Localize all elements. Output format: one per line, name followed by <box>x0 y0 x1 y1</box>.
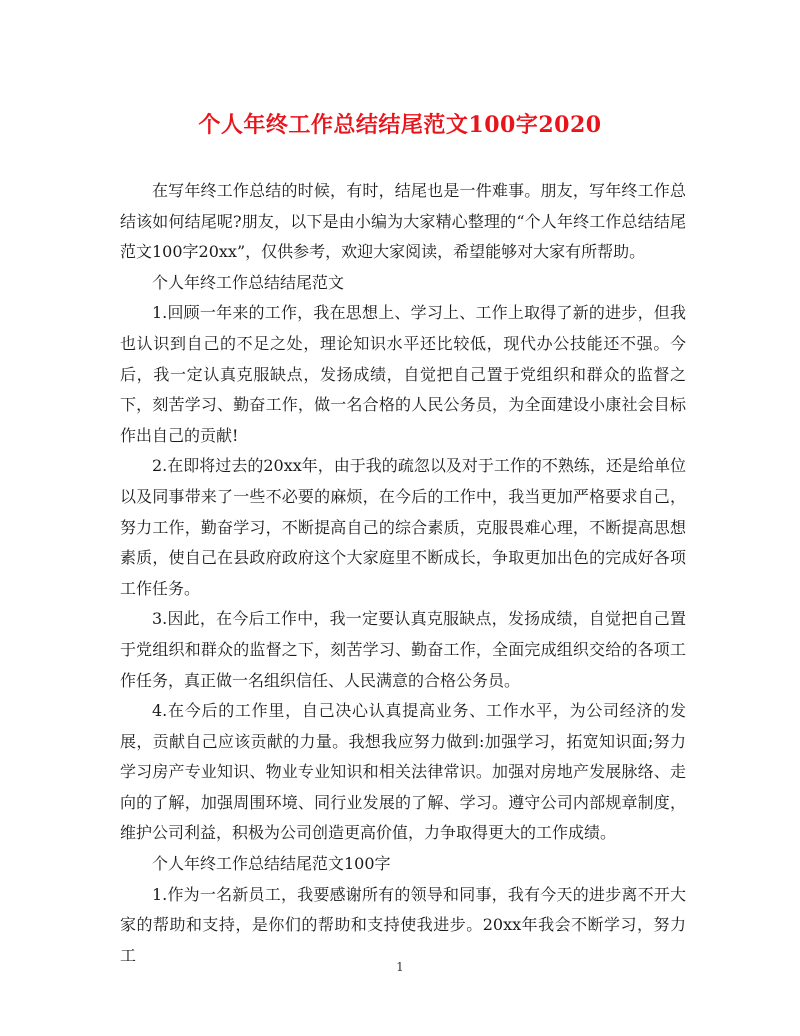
intro-paragraph: 在写年终工作总结的时候，有时，结尾也是一件难事。朋友，写年终工作总结该如何结尾呢?朋友，以下是由小编为大家精心整理的“个人年终工作总结结尾范文100字20xx”，仅供参考，欢迎大家阅读，希望能够对大家有所帮助。 <box>120 181 686 262</box>
document-body <box>120 176 686 971</box>
body-paragraph: 1.回顾一年来的工作，我在思想上、学习上、工作上取得了新的进步，但我也认识到自己的不足之处，理论知识水平还比较低，现代办公技能还不强。今后，我一定认真克服缺点，发扬成绩，自觉把自己置于党组织和群众的监督之下，刻苦学习、勤奋工作，做一名合格的人民公务员，为全面建设小康社会目标作出自己的贡献! <box>120 303 686 445</box>
document-title: 个人年终工作总结结尾范文100字2020 <box>198 112 602 138</box>
body-paragraph: 3.因此，在今后工作中，我一定要认真克服缺点，发扬成绩，自觉把自己置于党组织和群众的监督之下，刻苦学习、勤奋工作，全面完成组织交给的各项工作任务，真正做一名组织信任、人民满意的合格公务员。 <box>120 609 686 690</box>
section-heading: 个人年终工作总结结尾范文100字 <box>152 854 391 874</box>
body-paragraph: 1.作为一名新员工，我要感谢所有的领导和同事，我有今天的进步离不开大家的帮助和支持，是你们的帮助和支持使我进步。20xx年我会不断学习，努力工 <box>120 884 686 965</box>
page-number: 1 <box>396 960 404 974</box>
body-paragraph: 2.在即将过去的20xx年，由于我的疏忽以及对于工作的不熟练，还是给单位以及同事带来了一些不必要的麻烦，在今后的工作中，我当更加严格要求自己，努力工作，勤奋学习，不断提高自己的综合素质，克服畏难心理，不断提高思想素质，使自己在县政府政府这个大家庭里不断成长，争取更加出色的完成好各项工作任务。 <box>120 456 686 598</box>
section-heading: 个人年终工作总结结尾范文 <box>152 272 345 292</box>
body-paragraph: 4.在今后的工作里，自己决心认真提高业务、工作水平，为公司经济的发展，贡献自己应该贡献的力量。我想我应努力做到:加强学习，拓宽知识面;努力学习房产专业知识、物业专业知识和相关法律常识。加强对房地产发展脉络、走向的了解，加强周围环境、同行业发展的了解、学习。遵守公司内部规章制度，维护公司利益，积极为公司创造更高价值，力争取得更大的工作成绩。 <box>120 701 686 843</box>
